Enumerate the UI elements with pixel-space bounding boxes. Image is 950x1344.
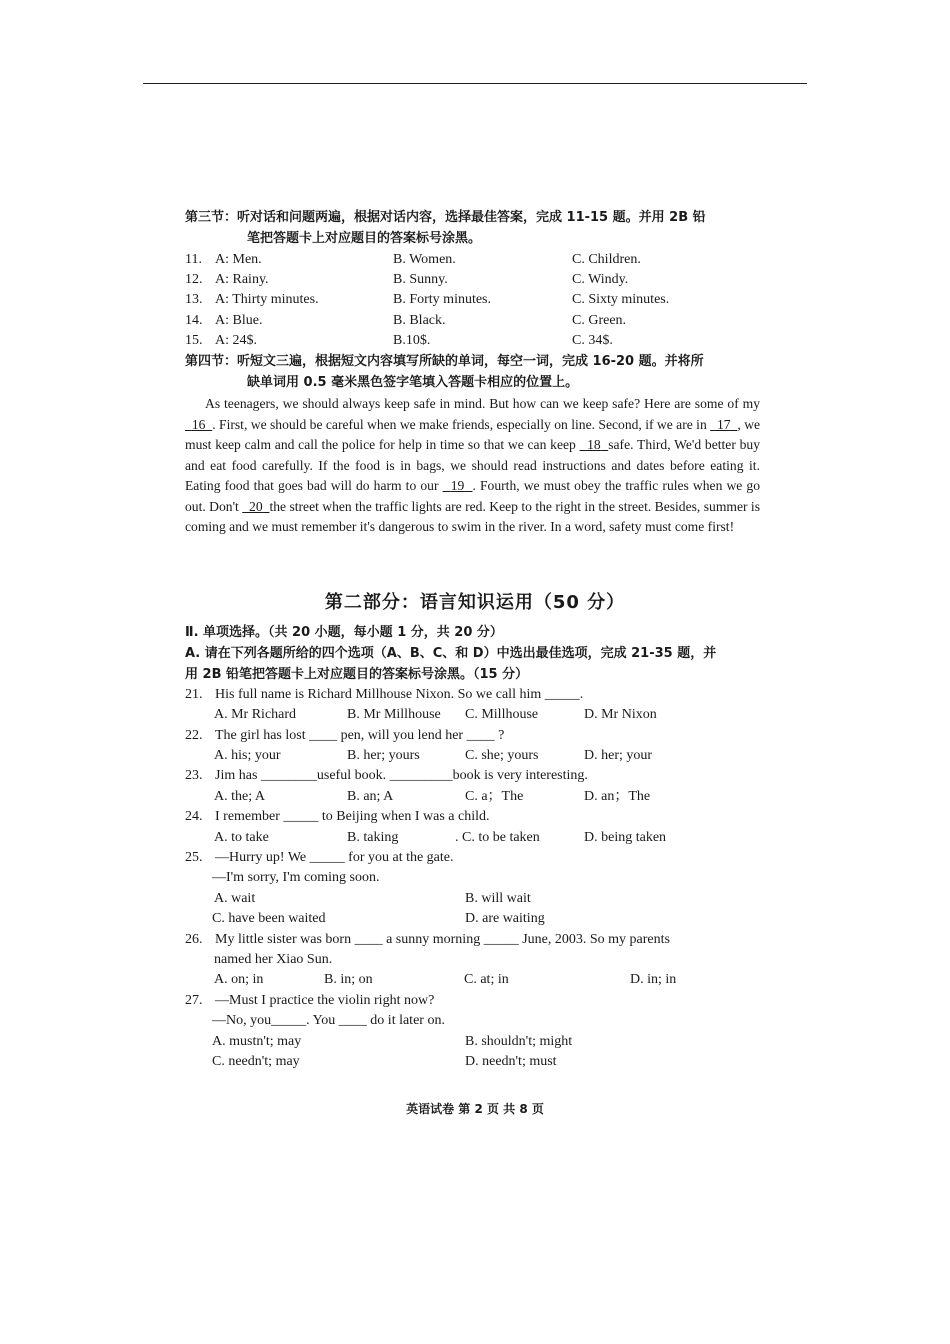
option-b: B. Black. [393, 313, 446, 328]
passage-text: safe. Third, We'd better buy and eat food carefully. If the food is in bags, we should read instructions and dates before eating it. Eating food that goes bad will do harm to our [185, 437, 761, 493]
section4-header-cont: 缺单词用 0.5 毫米黑色签字笔填入答题卡相应的位置上。 [247, 375, 579, 390]
option-c: C. Green. [572, 313, 627, 328]
question-stem: Jim has ________useful book. _________book is very interesting. [215, 768, 588, 783]
option-c: C. have been waited [212, 911, 326, 926]
option-a: A. to take [214, 830, 269, 845]
question-number: 23. [185, 768, 203, 783]
question-stem: I remember _____ to Beijing when I was a child. [215, 809, 490, 824]
question-27-reply: —No, you_____. You ____ do it later on. [212, 1013, 445, 1028]
option-d: D. needn't; must [465, 1054, 557, 1069]
question-number: 22. [185, 728, 203, 743]
option-b: B. Forty minutes. [393, 292, 492, 307]
option-c: C. Windy. [572, 272, 629, 287]
question-25 [185, 848, 454, 868]
question-number: 24. [185, 809, 203, 824]
option-c: C. 34$. [572, 333, 613, 348]
option-a: A. the; A [214, 789, 265, 804]
option-b: B. Sunny. [393, 272, 448, 287]
option-c: C. Millhouse [465, 707, 539, 722]
option-c: . C. to be taken [455, 830, 540, 845]
page-footer: 英语试卷 第 2 页 共 8 页 [406, 1102, 544, 1116]
part2-subtitle: Ⅱ. 单项选择。（共 20 小题，每小题 1 分，共 20 分） [185, 625, 503, 640]
option-a: A: 24$. [215, 333, 257, 348]
option-a: A. wait [214, 891, 256, 906]
question-25-reply: —I'm sorry, I'm coming soon. [212, 870, 380, 885]
option-d: D. are waiting [465, 911, 545, 926]
option-b: B.10$. [393, 333, 431, 348]
question-stem: The girl has lost ____ pen, will you lend her ____ ? [215, 728, 505, 743]
option-a: A. his; your [214, 748, 281, 763]
question-22 [185, 726, 504, 746]
question-number: 27. [185, 993, 203, 1008]
section4-header: 第四节：听短文三遍，根据短文内容填写所缺的单词，每空一词，完成 16-20 题。并将所 [185, 354, 704, 369]
top-rule [143, 83, 807, 84]
option-a: A. Mr Richard [214, 707, 297, 722]
blank-17: 17 [716, 416, 731, 432]
option-d: D. an；The [584, 789, 651, 804]
passage-text: . First, we should be careful when we make friends, especially on line. Second, if we are in [212, 416, 707, 432]
option-c: C. needn't; may [212, 1054, 300, 1069]
question-number: 12. [185, 272, 203, 287]
option-a: A: Thirty minutes. [215, 292, 319, 307]
question-number: 15. [185, 333, 203, 348]
option-a: A: Blue. [215, 313, 263, 328]
passage-text: As teenagers, we should always keep safe in mind. But how can we keep safe? Here are some of my [205, 396, 760, 411]
question-27 [185, 991, 434, 1011]
question-number: 26. [185, 932, 203, 947]
safety-passage [185, 394, 760, 538]
question-stem: —Must I practice the violin right now? [215, 993, 435, 1008]
question-number: 21. [185, 687, 203, 702]
question-number: 14. [185, 313, 203, 328]
question-26 [185, 930, 670, 950]
question-21 [185, 685, 583, 705]
question-stem: My little sister was born ____ a sunny morning _____ June, 2003. So my parents [215, 932, 670, 947]
option-b: B. will wait [465, 891, 531, 906]
part2-instruction: A. 请在下列各题所给的四个选项（A、B、C、和 D）中选出最佳选项，完成 21-35 题，并 [185, 646, 717, 661]
question-number: 11. [185, 252, 202, 267]
option-b: B. Mr Millhouse [347, 707, 441, 722]
question-26-stem-cont: named her Xiao Sun. [214, 952, 333, 967]
option-a: A: Men. [215, 252, 262, 267]
option-c: C. a；The [465, 789, 524, 804]
option-a: A: Rainy. [215, 272, 269, 287]
option-b: B. her; yours [347, 748, 420, 763]
question-number: 13. [185, 292, 203, 307]
option-d: D. in; in [630, 972, 677, 987]
question-stem: His full name is Richard Millhouse Nixon. So we call him _____. [215, 687, 584, 702]
section3-header-cont: 笔把答题卡上对应题目的答案标号涂黑。 [247, 231, 482, 246]
option-b: B. in; on [324, 972, 373, 987]
option-b: B. Women. [393, 252, 456, 267]
section3-header: 第三节：听对话和问题两遍，根据对话内容，选择最佳答案，完成 11-15 题。并用 2B 铅 [185, 210, 706, 225]
question-23 [185, 766, 588, 786]
option-b: B. an; A [347, 789, 394, 804]
blank-16: 16 [191, 416, 206, 432]
part2-title: 第二部分：语言知识运用（50 分） [324, 592, 626, 613]
question-13 [185, 290, 670, 310]
option-b: B. taking [347, 830, 399, 845]
option-b: B. shouldn't; might [465, 1034, 573, 1049]
option-d: D. Mr Nixon [584, 707, 657, 722]
question-15 [185, 331, 613, 351]
question-stem: —Hurry up! We _____ for you at the gate. [215, 850, 454, 865]
passage-text: the street when the traffic lights are red. Keep to the right in the street. Besides, summer is coming and we must remember it's dangerous to swim in the river. In a word, safety must come first! [185, 498, 760, 534]
blank-18: 18 [587, 437, 601, 452]
passage-text: , we must keep calm and call the police for help in time so that we can keep [185, 416, 761, 452]
question-12 [185, 270, 629, 290]
option-a: A. mustn't; may [212, 1034, 302, 1049]
part2-instruction-cont: 用 2B 铅笔把答题卡上对应题目的答案标号涂黑。（15 分） [185, 667, 529, 682]
question-11 [185, 250, 641, 270]
question-14 [185, 311, 627, 331]
blank-20: 20 [249, 498, 263, 514]
option-a: A. on; in [214, 972, 264, 987]
option-c: C. at; in [464, 972, 509, 987]
blank-19: 19 [450, 478, 465, 493]
option-d: D. her; your [584, 748, 653, 763]
question-number: 25. [185, 850, 203, 865]
passage-text: . Fourth, we must obey the traffic rules when we go out. Don't [185, 478, 760, 514]
option-c: C. Children. [572, 252, 641, 267]
option-c: C. she; yours [465, 748, 539, 763]
option-d: D. being taken [584, 830, 667, 845]
question-24 [185, 807, 489, 827]
option-c: C. Sixty minutes. [572, 292, 670, 307]
